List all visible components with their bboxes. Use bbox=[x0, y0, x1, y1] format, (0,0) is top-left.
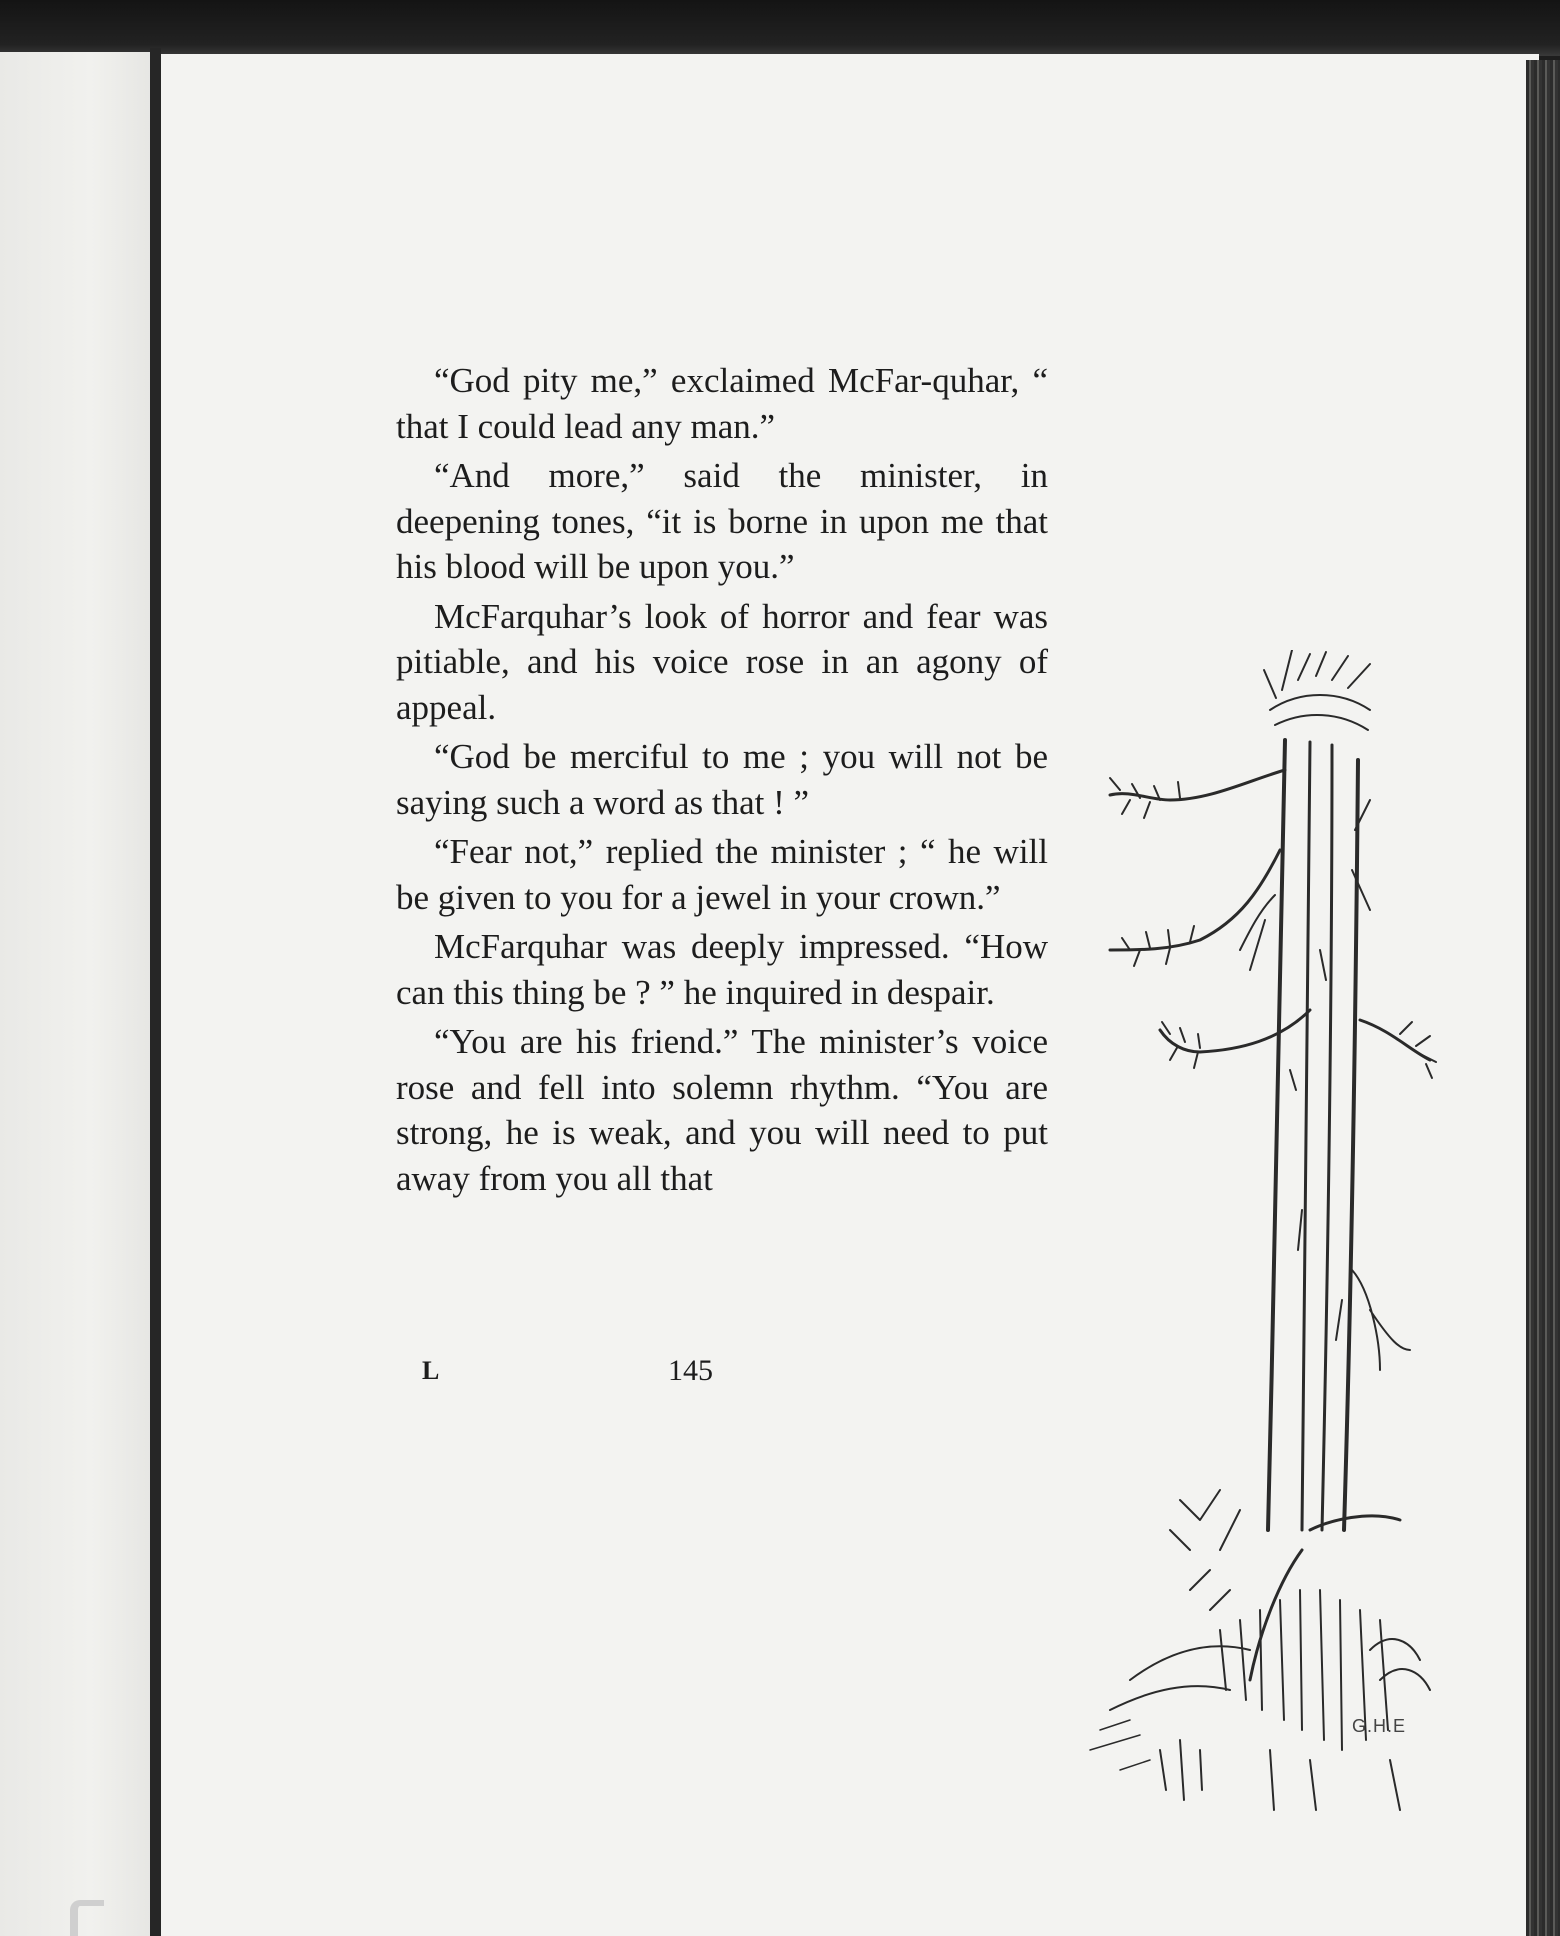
signature-mark: L bbox=[422, 1356, 441, 1385]
paragraph: “Fear not,” replied the minister ; “ he will be given to you for a jewel in your crown.” bbox=[396, 832, 1048, 917]
paragraph: “And more,” said the minister, in deepening tones, “it is borne in upon me that his blood will be upon you.” bbox=[396, 456, 1048, 586]
pine-tree-illustration bbox=[1070, 650, 1460, 1820]
book-gutter bbox=[150, 48, 161, 1936]
artist-initials: G.H.E bbox=[1352, 1716, 1407, 1736]
facing-page-left bbox=[0, 52, 152, 1936]
paragraph: McFarquhar was deeply impressed. “How can this thing be ? ” he inquired in despair. bbox=[396, 927, 1048, 1012]
page-number: 145 bbox=[668, 1354, 713, 1387]
scan-corner-artifact bbox=[70, 1900, 104, 1936]
scan-top-edge bbox=[0, 0, 1560, 56]
paragraph: McFarquhar’s look of horror and fear was pitiable, and his voice rose in an agony of appeal. bbox=[396, 596, 1048, 727]
paragraph: “God be merciful to me ; you will not be saying such a word as that ! ” bbox=[396, 737, 1048, 822]
page-footer bbox=[396, 1356, 1048, 1396]
paragraph: “God pity me,” exclaimed McFar-quhar, “ that I could lead any man.” bbox=[396, 361, 1048, 446]
body-text bbox=[396, 358, 1048, 1205]
paragraph: “You are his friend.” The minister’s voice rose and fell into solemn rhythm. “You are strong, he is weak, and you will need to put away from you all that bbox=[396, 1022, 1048, 1198]
page-stack-edge bbox=[1526, 60, 1560, 1936]
